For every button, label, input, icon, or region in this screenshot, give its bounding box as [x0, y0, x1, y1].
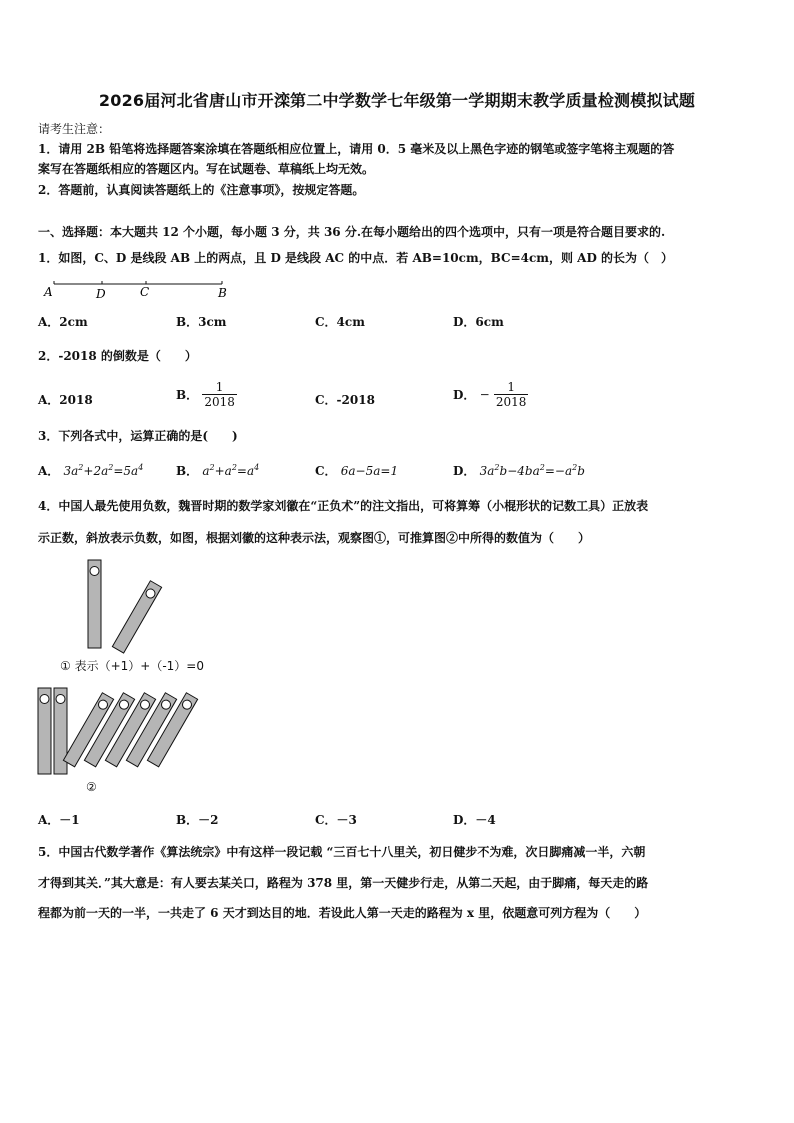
q2-option-c[interactable]: C．-2018 [315, 393, 375, 407]
notice-item-1-line-1: 1．请用 2B 铅笔将选择题答案涂填在答题纸相应位置上，请用 0．5 毫米及以上黑色字迹的钢笔或签字笔将主观题的答 [38, 142, 675, 156]
point-label-b: B [218, 286, 227, 300]
question-1-stem: 1．如图，C、D 是线段 AB 上的两点，且 D 是线段 AC 的中点．若 AB=10cm，BC=4cm，则 AD 的长为（ ） [38, 251, 674, 265]
q1-option-a[interactable]: A．2cm [38, 315, 88, 329]
q3-option-a[interactable] [38, 462, 143, 479]
figure-1-caption: ① 表示（+1）+（-1）=0 [60, 659, 204, 673]
q2-option-d-fraction [494, 380, 529, 409]
q2-option-d-sign: − [479, 387, 490, 402]
rod-hole [40, 695, 49, 704]
counting-rods-figure-2 [32, 684, 212, 779]
q3-option-c-label: C． [315, 464, 337, 478]
rod-hole [90, 567, 99, 576]
fraction-numerator: 1 [202, 380, 237, 395]
q2-option-b[interactable] [176, 380, 237, 409]
question-2-stem: 2．-2018 的倒数是（ ） [38, 349, 197, 363]
q3-option-b-label: B． [176, 464, 199, 478]
q2-option-b-fraction [202, 380, 237, 409]
notice-item-1-line-2: 案写在答题纸相应的答题区内。写在试题卷、草稿纸上均无效。 [38, 162, 375, 176]
rod-hole [56, 695, 65, 704]
q2-option-b-label: B． [176, 388, 199, 402]
q4-option-d[interactable]: D．－4 [453, 813, 496, 827]
point-label-a: A [44, 285, 53, 299]
counting-rods-figure-1 [80, 558, 180, 658]
q1-option-c[interactable]: C．4cm [315, 315, 365, 329]
figure-2-caption: ② [86, 780, 97, 794]
question-5-line-1: 5．中国古代数学著作《算法统宗》中有这样一段记载 “三百七十八里关，初日健步不为难，次日脚痛减一半，六朝 [38, 845, 646, 859]
question-4-line-2: 示正数，斜放表示负数，如图，根据刘徽的这种表示法，观察图①，可推算图②中所得的数值为（ ） [38, 531, 591, 545]
page-title: 2026届河北省唐山市开滦第二中学数学七年级第一学期期末教学质量检测模拟试题 [98, 91, 696, 110]
q3-option-c[interactable] [315, 462, 398, 479]
q3-option-c-expression: 6a−5a=1 [340, 464, 399, 478]
q3-option-b[interactable] [176, 462, 259, 479]
question-5-line-2: 才得到其关．”其大意是：有人要去某关口，路程为 378 里，第一天健步行走，从第二天起，由于脚痛，每天走的路 [38, 876, 649, 890]
q2-option-a[interactable]: A．2018 [38, 393, 93, 407]
q4-option-a[interactable]: A．－1 [38, 813, 80, 827]
q2-option-d-label: D． [453, 388, 476, 402]
q3-option-d-expression: $3a^2b-4ba^2=-a^2b$ [479, 463, 585, 478]
notice-heading: 请考生注意： [38, 122, 111, 136]
question-5-line-3: 程都为前一天的一半，一共走了 6 天才到达目的地．若设此人第一天走的路程为 x 里，依题意可列方程为（ ） [38, 906, 647, 920]
fraction-numerator: 1 [494, 380, 529, 395]
segment-ab-figure [40, 280, 240, 302]
fraction-denominator: 2018 [204, 395, 235, 409]
q3-option-d-label: D． [453, 464, 476, 478]
point-label-d: D [96, 287, 106, 301]
q1-option-b[interactable]: B．3cm [176, 315, 227, 329]
fraction-denominator: 2018 [495, 395, 527, 409]
point-label-c: C [140, 285, 150, 299]
q3-option-a-label: A． [38, 464, 60, 478]
q3-option-b-expression: $a^2+a^2=a^4$ [202, 463, 260, 478]
section-1-heading: 一、选择题：本大题共 12 个小题，每小题 3 分，共 36 分.在每小题给出的四个选项中，只有一项是符合题目要求的. [38, 225, 666, 239]
q2-option-d[interactable] [453, 380, 528, 409]
slanted-rod [112, 581, 161, 653]
q4-option-c[interactable]: C．－3 [315, 813, 357, 827]
question-3-stem: 3．下列各式中，运算正确的是( ) [38, 429, 238, 443]
q4-option-b[interactable]: B．－2 [176, 813, 219, 827]
question-4-line-1: 4．中国人最先使用负数，魏晋时期的数学家刘徽在“正负术”的注文指出，可将算筹（小棍形状的记数工具）正放表 [38, 499, 649, 513]
notice-item-2: 2．答题前，认真阅读答题纸上的《注意事项》，按规定答题。 [38, 183, 365, 197]
q3-option-d[interactable] [453, 462, 585, 479]
q1-option-d[interactable]: D．6cm [453, 315, 504, 329]
q3-option-a-expression: $3a^2+2a^2=5a^4$ [63, 463, 144, 478]
